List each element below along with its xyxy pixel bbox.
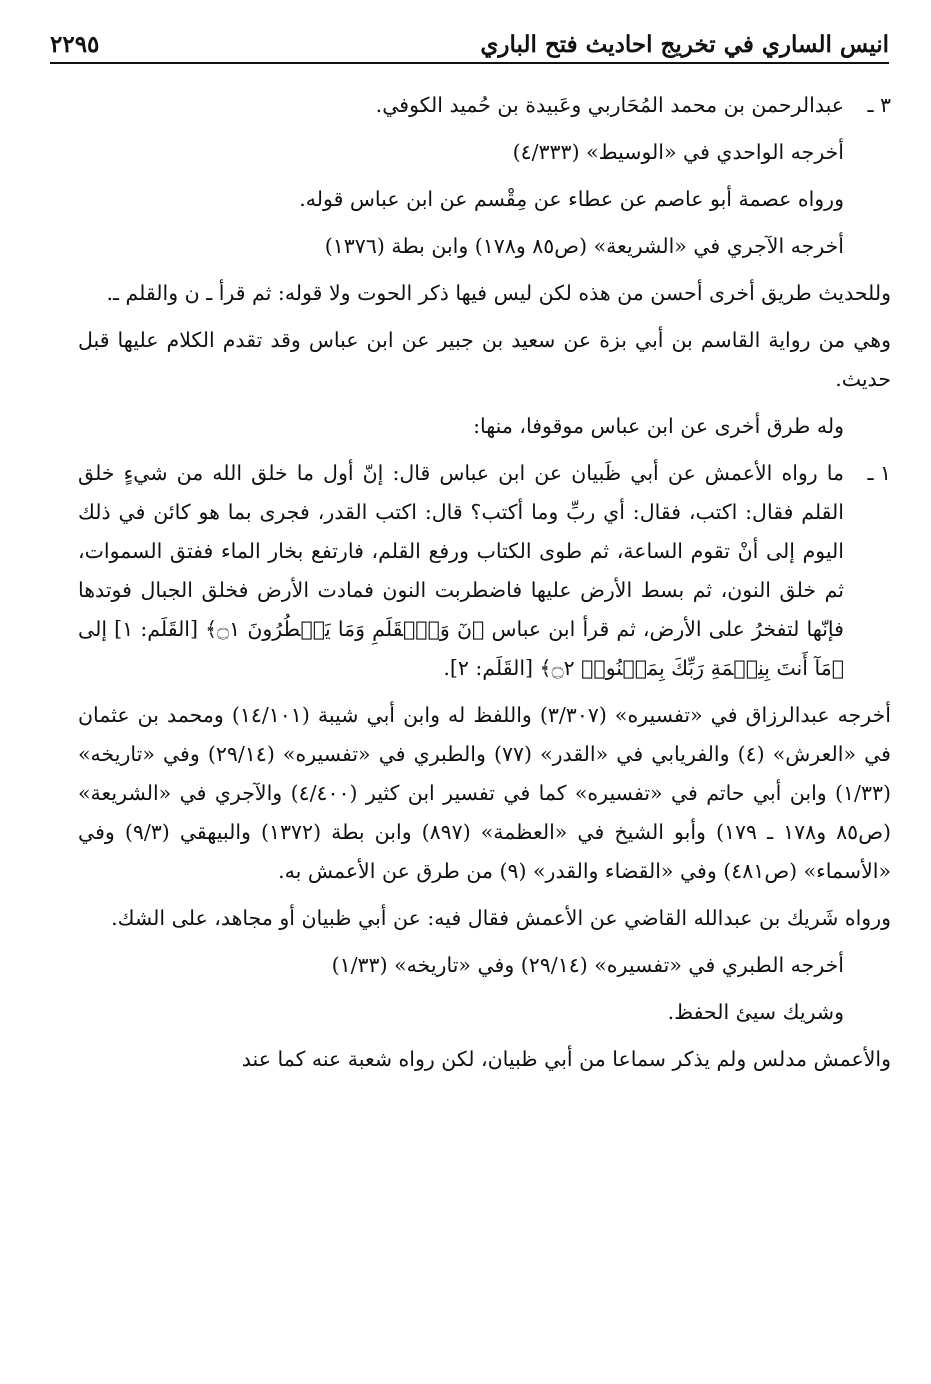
paragraph: وهي من رواية القاسم بن أبي بزة عن سعيد بن جبير عن ابن عباس وقد تقدم الكلام عليها قبل حديث. [78, 328, 891, 391]
page-header [50, 28, 889, 64]
page-number: ٢٢٩٥ [50, 31, 100, 58]
paragraph: أخرجه الواحدي في «الوسيط» (٤/٣٣٣) [512, 140, 844, 164]
paragraph: وللحديث طريق أخرى أحسن من هذه لكن ليس فيها ذكر الحوت ولا قوله: ثم قرأ ـ ن والقلم ـ. [106, 281, 891, 305]
paragraph: وله طرق أخرى عن ابن عباس موقوفا، منها: [473, 414, 844, 438]
page-content [78, 86, 891, 1087]
paragraph: ورواه عصمة أبو عاصم عن عطاء عن مِقْسم عن ابن عباس قوله. [299, 187, 844, 211]
item-number: ١ ـ [867, 461, 891, 485]
paragraph: وشريك سيئ الحفظ. [667, 1000, 844, 1024]
item-text: ما رواه الأعمش عن أبي ظَبيان عن ابن عباس قال: إنّ أول ما خلق الله من شيءٍ خلق القلم فقال: اكتب، فقال: أي ربِّ وما أكتب؟ قال: اكتب القدر، فجرى بما هو كائن في ذلك اليوم إلى أنْ تقوم الساعة، ثم طوى الكتاب ورفع القلم، فارتفع بخار الماء ففتق السموات، ثم خلق النون، ثم بسط الأرض عليها فاضطربت النون فمادت الأرض فخلق الجبال فوتدها فإنّها لتفخرُ على الأرض، ثم قرأ ابن عباس ﴿نٓ وَٱلۡقَلَمِ وَمَا يَسۡطُرُونَ ۝١﴾ [القَلَم: ١] إلى ﴿مَآ أَنتَ بِنِعۡمَةِ رَبِّكَ بِمَجۡنُونٖ ۝٢﴾ [القَلَم: ٢]. [78, 461, 844, 680]
paragraph: ورواه شَريك بن عبدالله القاضي عن الأعمش فقال فيه: عن أبي ظبيان أو مجاهد، على الشك. [111, 906, 891, 930]
numbered-item-1 [78, 454, 891, 688]
item-number: ٣ ـ [867, 93, 891, 117]
item-text: عبدالرحمن بن محمد المُحَاربي وعَبيدة بن حُميد الكوفي. [375, 93, 844, 117]
paragraph: أخرجه عبدالرزاق في «تفسيره» (٣/٣٠٧) واللفظ له وابن أبي شيبة (١٤/١٠١) ومحمد بن عثمان في «العرش» (٤) والفريابي في «القدر» (٧٧) والطبري في «تفسيره» (٢٩/١٤) وفي «تاريخه» (١/٣٣) وابن أبي حاتم في «تفسيره» كما في تفسير ابن كثير (٤/٤٠٠) والآجري في «الشريعة» (ص٨٥ و١٧٨ ـ ١٧٩) وأبو الشيخ في «العظمة» (٨٩٧) وابن بطة (١٣٧٢) والبيهقي (٩/٣) وفي «الأسماء» (ص٤٨١) وفي «القضاء والقدر» (٩) من طرق عن الأعمش به. [78, 703, 891, 883]
paragraph: أخرجه الآجري في «الشريعة» (ص٨٥ و١٧٨) وابن بطة (١٣٧٦) [324, 234, 844, 258]
book-title: انيس الساري في تخريج احاديث فتح الباري [480, 31, 889, 58]
numbered-item-3 [78, 86, 891, 125]
paragraph: أخرجه الطبري في «تفسيره» (٢٩/١٤) وفي «تاريخه» (١/٣٣) [331, 953, 844, 977]
paragraph: والأعمش مدلس ولم يذكر سماعا من أبي ظبيان، لكن رواه شعبة عنه كما عند [241, 1047, 891, 1071]
